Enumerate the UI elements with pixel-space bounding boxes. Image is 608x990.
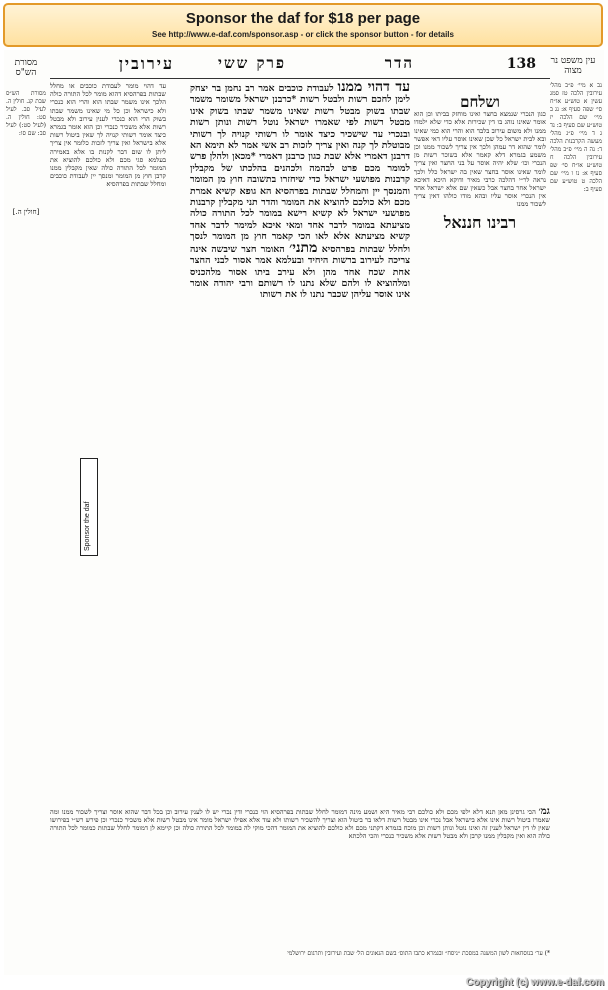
talmud-page (4, 50, 604, 975)
tosafot-text: כגון הנכרי שנמצא בחצר ואינו מוחזק בביתו וכן הוא אומר שאינו נוהג בו דין שכירות אלא כדי שלא ילמדו ממנו ולא משום עירוב בלבד הוא והרי הוא כמי שאינו ובא לבית ישראל כל שכן שאינו אוסר עליו דאי אפשר לומר שהוא דר עמהן ולכך אין צריך לשכור ממנו וכן משמע בגמרא דלא קאמר אלא בשוכר רשות מן הנכרי וכו׳ שלא יהיה אוסר על בני החצר ואין צריך לומר שאינו אוסר בחצר שאין בה ישראל כלל ולכך נראה לר״י דהלכה כרבי מאיר ודוקא היכא דאיכא ישראל אחר בחצר אבל כשאין שם אלא ישראל אחד אין הנכרי אוסר עליו ובהא מודו כולהו דאין צריך לשכור ממנו (414, 110, 546, 209)
banner-subtitle[interactable]: See http://www.e-daf.com/sponsor.asp - or click the sponsor button - for details (152, 30, 454, 39)
gemara-text: לעבודת כוכבים אמר רב נחמן בר יצחק לימן לחכם רשות ולבטל רשות *כרבנן ישראל משומר משמר שבתו בשוק מבטל רשות שאינו משמר שבתו בשוק אינו מבטל רשות לפי שאמרו ישראל נוטל רשות ונותן רשות ובנכרי עד שישכיר כיצד אומר לו רשותי קנויה לך רשותי מבוטלת לך קנה ואין צריך לזכות רב אשי אמר לא תימא הא דרבנן דאמרי אלא שבת כגון כרבנן דאמרי *מכאן ולהלן פרש למומר מכם פרט לבהמה ולכהנים בהלכתו של מקבלין קרבנות מפושעי ישראל כדי שיחזרו בתשובה חוץ מן המומר והמנסך יין והמחלל שבתות בפרהסיא הא גופא קשיא אמרת מכם ולא כולכם להוציא את המומר והדר תני מקבלין קרבנות מפושעי ישראל לא קשיא רישא במומר לכל התורה כולה מציעתא במומר לדבר אחד ומאי איכא למימר לדבר אחד קשיא מציעתא אלא לאו הכי קאמר חוץ מן המומר לנסך ולחלל שבתות בפרהסיא (190, 83, 410, 255)
mesoret-reference: [חולין ה.] (12, 208, 40, 216)
mishna-label: מתני׳ (289, 239, 318, 256)
gemara-column (190, 82, 410, 832)
sponsor-banner[interactable] (3, 3, 603, 47)
header-rule (50, 78, 550, 79)
banner-title[interactable]: Sponsor the daf for $18 per page (185, 10, 421, 27)
bottom-commentary (50, 808, 550, 948)
sponsor-button-label[interactable]: Sponsor the daf (84, 501, 91, 551)
mesoret-text: מסורת הש״ס שבת קנ. חולין ה. לעיל סב. לעיל סט: חולין ה. (לעיל סט:) לעיל סב: שם סו: (6, 90, 46, 137)
mesoret-column (6, 90, 46, 940)
ein-mishpat-column: נב א מיי׳ פ״ב מהל׳ עירובין הלכה טז סמג עשין א טוש״ע או״ח סי׳ שפה סעיף א: נג ב מיי׳ שם הלכה יז טוש״ע שם סעיף ב: נד ג ד מיי׳ פ״ג מהל׳ מעשה הקרבנות הלכה ד: נה ה מיי׳ פ״ב מהל׳ עירובין הלכה ח טוש״ע או״ח סי׳ שפ סעיף א: נו ו מיי׳ שם הלכה ט טוש״ע שם סעיף ב: (550, 82, 602, 193)
folio-heading: הדר (384, 54, 414, 72)
copyright-notice: Copyright (c) www.e-daf.com (466, 977, 604, 988)
tosafot-column (414, 82, 546, 802)
perek-heading: פרק ששי (218, 54, 286, 72)
gemara-opening-words: עד דהוי ממנו (337, 82, 410, 95)
rashi-column: עד דהוי מומר לעבודת כוכבים או מחלל שבתות בפרהסיא דהוא מומר לכל התורה כולה הלכך אינו משמר שבתו הוא והרי הוא כנכרי ולא כישראל וכן כל מי שאינו משמר שבתו בשוק הרי הוא כנכרי לענין עירוב ולא מבטל רשות אלא משכיר כנכרי וכן הוא אומר בגמרא כיצד אומר רשותי קנויה לך שאין ביטול רשות אלא בישראל ואין צריך לזכות כלומר אין צריך ליתן לו שום דבר לקנות בו אלא באמירה בעלמא סגי מכם ולא כולכם להוציא את המומר לכל התורה כולה שאין מקבלין ממנו קרבן חוץ מן המומר ומנסך יין לעבודת כוכבים ומחלל שבתות בפרהסיא (50, 82, 166, 189)
footnote: *) ער׳ בנוסחאות לשון המשנה במסכת ״ניסח״ ובגמרא כתבו התוס׳ בשם הגאונים הל׳ שבת ועירובין ותרגום ירושלמי (287, 950, 550, 957)
sponsor-button[interactable] (80, 458, 98, 556)
bottom-commentary-lead: גמ׳ (538, 808, 550, 817)
bottom-commentary-text: הכי גרסינן מאן תנא דלא ילפי מכם ולא כולכם רבי מאיר היא ושמע מינה דמומר לחלל שבתות בפרהסיא הוי כנכרי ודין נכרי יש לו לענין עירוב וכן בכל דבר שהוא אוסר וצריך לשכור ממנו ומה שאמרו ביטול רשות אינו אלא בישראל אבל נכרי אינו מבטל רשות דלאו בר ביטול הוא וצריך להשכיר רשותו ולא עוד אלא אפילו ישראל מומר אינו מבטל רשות אלא משכיר כנכרי וכן פירש רש״י בפירושו שאין לו דין ישראל לענין זה ואינו נוטל ונותן רשות וכן מוכח בגמרא דקתני מכם ולא כולכם להוציא את המומר דהכי מוקי לה במומר לכל התורה כולה וכן קיימא לן דמומר לחלל שבתות כמומר לכל התורה כולה הוא ואין מקבלין ממנו קרבן ולא מבטל רשות אלא משכיר כנכרי והכי הלכתא (50, 808, 550, 841)
tosafot-heading: ושלחם (460, 93, 500, 111)
mishna-text: האומר חצר שיבשה אינה צריכה לעירוב ברשות היחיד ובעלמא אמר אסור לבני החצר אחת שכח אחד מהן ולא עירב ביתו אסור מלהכניס ומלהוציא לו ולהם שלא נתנו לו רשותם ורבי יהודה אומר אינו אוסר עליהן שכבר נתנו לו את רשותו (190, 243, 410, 301)
ein-mishpat-heading: עין משפט נר מצוה (550, 56, 596, 76)
mesoret-heading: מסורת הש"ס (14, 58, 38, 78)
tractate-heading: עירובין (118, 54, 174, 73)
page-number: 138 (506, 56, 536, 72)
page-header (4, 54, 604, 76)
rabbeinu-chananel-heading: רבינו חננאל (443, 212, 517, 232)
